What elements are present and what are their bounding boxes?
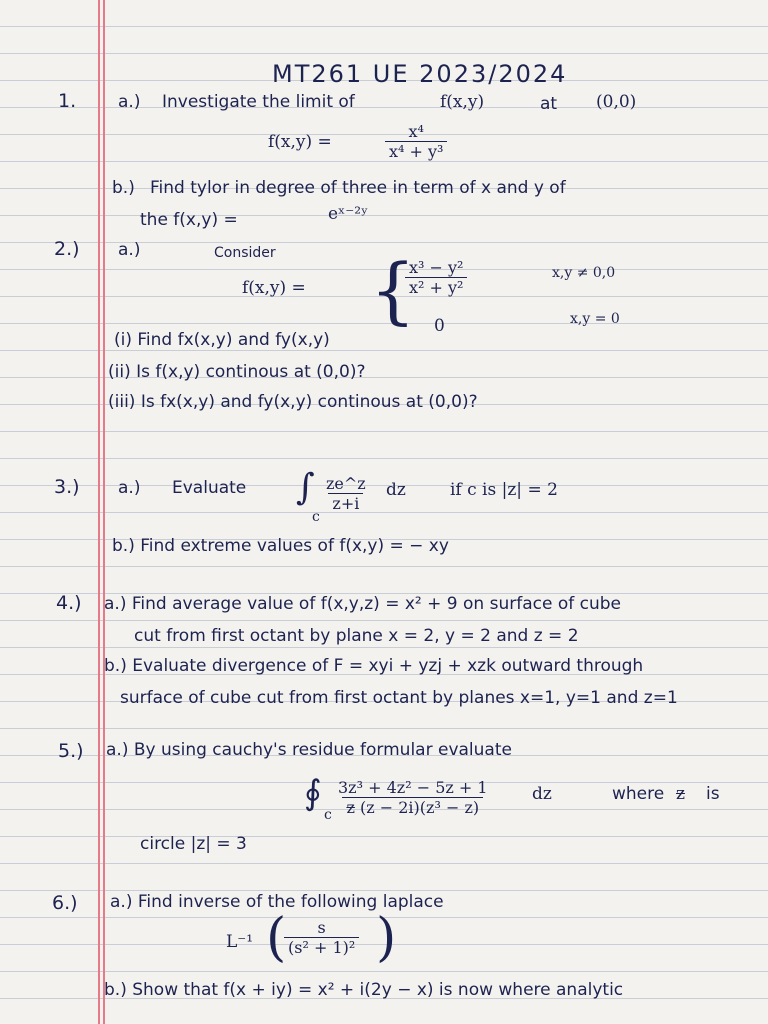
q5a-denominator-text: (z − 2i)(z³ − z)	[359, 798, 480, 817]
q5a-numerator: 3z³ + 4z² − 5z + 1	[338, 778, 488, 797]
q1-number: 1.	[58, 90, 77, 112]
contour-integral-sign: ∮	[304, 773, 322, 813]
q5-number: 5.)	[58, 740, 84, 762]
q1a-point: (0,0)	[596, 92, 637, 112]
integral-contour: c	[312, 509, 320, 525]
q2-part-iii: (iii) Is fx(x,y) and fy(x,y) continous at (0,0)?	[108, 392, 478, 412]
q5a-text: a.) By using cauchy's residue formular evaluate	[106, 740, 512, 760]
q1b-text-2: the f(x,y) =	[140, 210, 238, 230]
q5a-contour-circle: circle |z| = 3	[140, 834, 247, 854]
q4a-text: a.) Find average value of f(x,y,z) = x² + 9 on surface of cube	[104, 594, 621, 614]
q1a-text: Investigate the limit of	[162, 92, 355, 112]
q1a-fraction	[385, 122, 447, 161]
q2a-case2-condition: x,y = 0	[570, 311, 620, 327]
q3a-dz: dz	[386, 480, 406, 500]
q6a-fraction	[284, 918, 359, 957]
q2a-case2-value: 0	[434, 316, 445, 336]
q5a-is: is	[706, 784, 720, 804]
q1a-numerator: x⁴	[408, 122, 424, 141]
q3a-label: a.)	[118, 478, 141, 498]
integral-sign: ∫	[296, 467, 315, 508]
q1a-denominator: x⁴ + y³	[385, 141, 447, 161]
q2a-case1-numerator: x³ − y²	[409, 258, 464, 277]
q4-number: 4.)	[56, 592, 82, 614]
q2-part-ii: (ii) Is f(x,y) continous at (0,0)?	[108, 362, 366, 382]
laplace-left-paren: (	[266, 908, 287, 968]
q5a-denominator-struck-z: z	[346, 798, 355, 817]
q4a-text-2: cut from first octant by plane x = 2, y = 2 and z = 2	[134, 626, 579, 646]
q3-number: 3.)	[54, 476, 80, 498]
q1a-at: at	[540, 94, 558, 114]
q1a-func: f(x,y)	[440, 92, 485, 112]
q6a-numerator: s	[317, 918, 326, 937]
q1b-expression: eˣ⁻²ʸ	[328, 204, 369, 224]
q3a-integrand	[322, 474, 370, 513]
q6-number: 6.)	[52, 892, 78, 914]
q2a-case1-condition: x,y ≠ 0,0	[552, 265, 616, 281]
q2a-case1-fraction	[405, 258, 467, 297]
q3a-denominator: z+i	[328, 493, 363, 513]
q5a-struck-z: z	[676, 784, 685, 804]
q1b-label: b.)	[112, 178, 135, 198]
q3a-text: Evaluate	[172, 478, 247, 498]
q6b-text: b.) Show that f(x + iy) = x² + i(2y − x) is now where analytic	[104, 980, 624, 1000]
q5a-dz: dz	[532, 784, 552, 804]
q4b-text: b.) Evaluate divergence of F = xyi + yzj + xzk outward through	[104, 656, 644, 676]
q3b-text: b.) Find extreme values of f(x,y) = − xy	[112, 536, 449, 556]
q1a-function-lhs: f(x,y) =	[268, 132, 332, 152]
q2a-label: a.)	[118, 240, 141, 260]
laplace-right-paren: )	[376, 908, 397, 968]
page-title: MT261 UE 2023/2024	[272, 60, 568, 88]
q2-number: 2.)	[54, 238, 80, 260]
q2a-case1-denominator: x² + y²	[405, 277, 467, 297]
margin-line-left	[98, 0, 100, 1024]
q5a-integrand	[334, 778, 492, 817]
q1b-text: Find tylor in degree of three in term of x and y of	[150, 178, 566, 198]
q2-part-i: (i) Find fx(x,y) and fy(x,y)	[114, 330, 330, 350]
q6a-text: a.) Find inverse of the following laplace	[110, 892, 444, 912]
contour-integral-path: c	[324, 807, 332, 823]
q5a-where: where	[612, 784, 665, 804]
q4b-text-2: surface of cube cut from first octant by planes x=1, y=1 and z=1	[120, 688, 678, 708]
margin-line-right	[103, 0, 105, 1024]
q5a-denominator	[342, 797, 483, 817]
q3a-numerator: ze^z	[326, 474, 366, 493]
q1a-label: a.)	[118, 92, 141, 112]
q2a-consider: Consider	[214, 245, 276, 261]
q3a-contour-condition: if c is |z| = 2	[450, 480, 558, 500]
laplace-inverse-operator: L⁻¹	[226, 932, 254, 952]
piecewise-brace: {	[370, 248, 416, 332]
q2a-function-lhs: f(x,y) =	[242, 278, 306, 298]
q6a-denominator: (s² + 1)²	[284, 937, 359, 957]
